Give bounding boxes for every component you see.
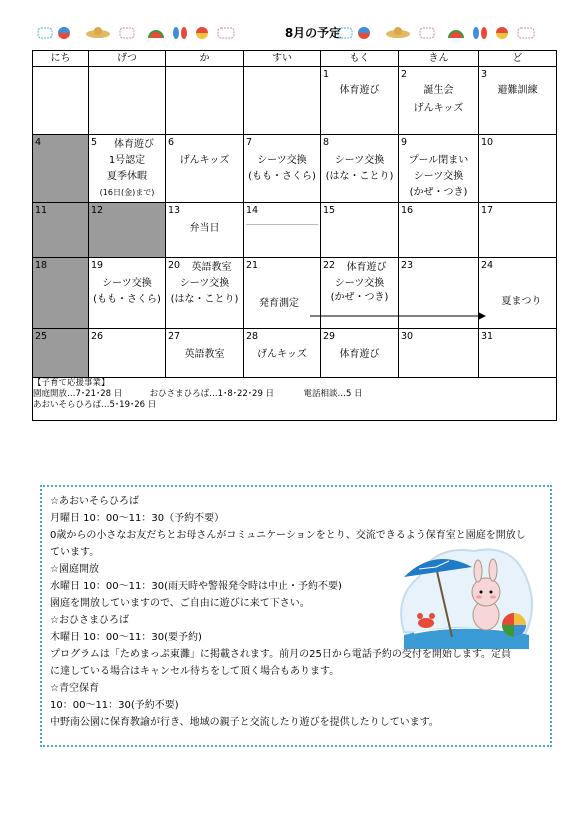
support-aoisora: あおいそらひろば…5･19･26 日	[33, 400, 157, 410]
day-cell	[479, 203, 557, 258]
event-text: 誕生会	[423, 85, 454, 96]
event-text: 英語教室	[184, 349, 225, 360]
event-text: 1号認定	[108, 155, 146, 166]
day-cell	[244, 329, 321, 378]
event-text: 夏まつり	[501, 296, 542, 307]
event-text: (かぜ・つき)	[409, 187, 468, 198]
event-text: 体育遊び	[339, 85, 380, 96]
day-cell	[399, 329, 479, 378]
program-info-box	[40, 485, 552, 747]
day-number: 19	[91, 260, 104, 271]
weekday-header: ど	[479, 51, 557, 67]
day-number: 14	[246, 205, 259, 216]
program-line: 木曜日 10：00～11：30(要予約)	[50, 632, 202, 643]
day-number: 9	[401, 137, 408, 148]
day-cell	[479, 67, 557, 135]
program-line: プログラムは「ためまっぷ東灘」に掲載されます。前月の25日から電話予約の受付を開始します。定員	[50, 649, 512, 660]
event-text: シーツ交換	[102, 278, 152, 289]
day-cell	[321, 67, 399, 135]
day-cell	[166, 135, 244, 203]
day-number: 8	[323, 137, 330, 148]
weekday-header: もく	[321, 51, 399, 67]
header-banner	[36, 22, 556, 44]
day-cell	[33, 258, 89, 329]
support-ohisama: おひさまひろば…1･8･22･29 日	[149, 389, 275, 399]
program-line: ☆あおいそらひろば	[50, 496, 139, 507]
day-cell	[166, 329, 244, 378]
event-text: げんキッズ	[413, 103, 464, 114]
event-text: シーツ交換	[257, 155, 307, 166]
support-row	[33, 378, 557, 421]
event-text: シーツ交換	[179, 278, 230, 289]
support-garden: 園庭開放…7･21･28 日	[33, 389, 123, 399]
day-cell	[89, 329, 166, 378]
program-line: ☆園庭開放	[50, 564, 99, 575]
day-cell	[89, 67, 166, 135]
weekday-header: すい	[244, 51, 321, 67]
day-cell	[321, 203, 399, 258]
event-text: (もも・さくら)	[248, 171, 316, 182]
event-text: シーツ交換	[334, 155, 385, 166]
week-row	[33, 67, 557, 135]
day-number: 25	[35, 331, 48, 342]
event-text: (もも・さくら)	[93, 294, 161, 305]
day-cell	[166, 203, 244, 258]
day-cell	[244, 258, 321, 329]
day-cell	[89, 258, 166, 329]
support-heading: 【子育て応援事業】	[33, 378, 110, 388]
day-number: 2	[401, 69, 408, 80]
day-cell	[244, 135, 321, 203]
support-info	[33, 378, 557, 421]
day-cell	[244, 67, 321, 135]
day-number: 29	[323, 331, 336, 342]
program-line: に達している場合はキャンセル待ちをして頂く場合もあります。	[50, 666, 340, 677]
day-number: 26	[91, 331, 104, 342]
week-row	[33, 203, 557, 258]
day-number: 10	[481, 137, 494, 148]
event-text: 体育遊び	[114, 139, 154, 150]
day-cell	[89, 135, 166, 203]
day-number: 3	[481, 69, 488, 80]
event-text: 夏季休暇	[107, 171, 147, 182]
weekday-header: か	[166, 51, 244, 67]
program-line: 水曜日 10：00～11：30(雨天時や警報発令時は中止・予約不要)	[50, 581, 342, 592]
day-number: 11	[35, 205, 48, 216]
event-text: 英語教室	[191, 262, 232, 273]
event-text: シーツ交換	[413, 171, 464, 182]
day-cell	[399, 135, 479, 203]
event-text: げんキッズ	[179, 155, 230, 166]
week-row	[33, 135, 557, 203]
day-number: 16	[401, 205, 414, 216]
day-number: 13	[168, 205, 181, 216]
program-line: ☆青空保育	[50, 683, 99, 694]
weekday-header-row	[33, 51, 557, 67]
day-cell	[33, 203, 89, 258]
day-cell	[479, 258, 557, 329]
event-text: シーツ交換	[334, 278, 385, 289]
program-line: ています。	[50, 547, 100, 558]
program-line: 園庭を開放していますので、ご自由に遊びに来て下さい。	[50, 598, 310, 609]
day-cell	[479, 135, 557, 203]
event-text: (16日(金)まで)	[99, 188, 155, 197]
day-cell	[244, 203, 321, 258]
beach-bunny-illustration-icon	[394, 537, 536, 655]
day-number: 1	[323, 69, 330, 80]
day-cell	[399, 67, 479, 135]
event-text: 体育遊び	[346, 262, 387, 273]
calendar-table	[32, 50, 557, 421]
event-text: 体育遊び	[339, 349, 380, 360]
day-number: 17	[481, 205, 494, 216]
day-cell	[33, 135, 89, 203]
day-number: 12	[91, 205, 104, 216]
day-number: 4	[35, 137, 42, 148]
day-cell	[33, 67, 89, 135]
day-number: 6	[168, 137, 175, 148]
week-row	[33, 329, 557, 378]
event-text: (はな・ことり)	[170, 294, 239, 305]
day-cell	[399, 203, 479, 258]
day-number: 20	[168, 260, 181, 271]
weekday-header: きん	[399, 51, 479, 67]
program-line: 10：00～11：30(予約不要)	[50, 700, 179, 711]
day-cell	[166, 67, 244, 135]
day-number: 15	[323, 205, 336, 216]
day-number: 27	[168, 331, 181, 342]
day-number: 23	[401, 260, 414, 271]
day-cell	[166, 258, 244, 329]
page-title: 8月の予定	[284, 26, 342, 40]
event-text: プール閉まい	[408, 155, 469, 166]
day-cell	[479, 329, 557, 378]
event-text: げんキッズ	[257, 349, 307, 360]
day-number: 18	[35, 260, 48, 271]
event-text: 弁当日	[189, 223, 220, 234]
day-number: 31	[481, 331, 494, 342]
event-text: 避難訓練	[497, 85, 538, 96]
support-phone: 電話相談…5 日	[303, 389, 363, 399]
day-number: 7	[246, 137, 253, 148]
event-text: (かぜ・つき)	[330, 292, 389, 303]
day-cell	[33, 329, 89, 378]
summer-decoration-right-icon	[336, 24, 556, 40]
program-line: 0歳からの小さなお友だちとお母さんがコミュニケーションをとり、交流できるよう保育室と園庭を開放し	[50, 530, 526, 541]
program-line: ☆おひさまひろば	[50, 615, 129, 626]
day-number: 5	[91, 137, 98, 148]
day-cell	[321, 135, 399, 203]
day-number: 24	[481, 260, 494, 271]
day-number: 28	[246, 331, 259, 342]
program-line: 中野南公園に保育教諭が行き、地域の親子と交流したり遊びを提供したりしています。	[50, 717, 439, 728]
program-line: 月曜日 10：00～11：30（予約不要）	[50, 513, 225, 524]
day-number: 21	[246, 260, 259, 271]
day-number: 22	[323, 260, 336, 271]
weekday-header: にち	[33, 51, 89, 67]
day-number: 30	[401, 331, 414, 342]
event-text: 発育測定	[259, 298, 299, 309]
arrow-icon	[310, 311, 486, 321]
weekday-header: げつ	[89, 51, 166, 67]
day-cell	[321, 329, 399, 378]
summer-decoration-left-icon	[36, 24, 256, 40]
event-text: (はな・ことり)	[325, 171, 394, 182]
day-cell	[89, 203, 166, 258]
